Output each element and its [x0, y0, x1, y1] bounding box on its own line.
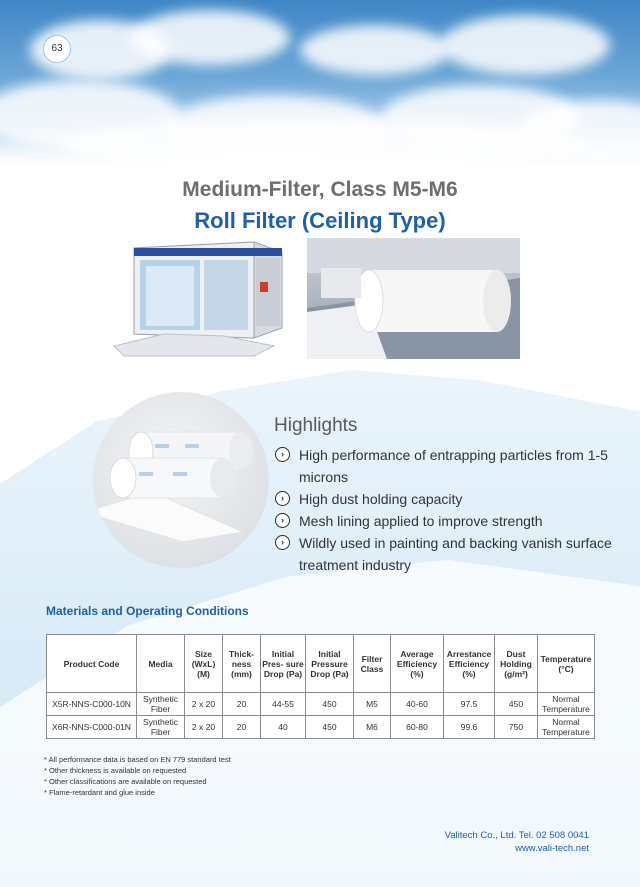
- footnotes: [44, 754, 444, 798]
- column-header: Thick- ness (mm): [223, 635, 261, 693]
- specification-table: [46, 634, 595, 739]
- table-cell: X6R-NNS-C000-01N: [47, 716, 137, 739]
- column-header: Initial Pressure Drop (Pa): [306, 635, 354, 693]
- column-header: Dust Holding (g/m²): [495, 635, 538, 693]
- company-info: [445, 829, 589, 855]
- table-cell: 20: [223, 716, 261, 739]
- column-header: Initial Pres- sure Drop (Pa): [261, 635, 306, 693]
- table-cell: 2 x 20: [185, 693, 223, 716]
- table-row: [47, 716, 595, 739]
- table-cell: 450: [306, 693, 354, 716]
- table-cell: 40: [261, 716, 306, 739]
- highlights-list: [274, 444, 614, 576]
- table-header-row: [47, 635, 595, 693]
- table-cell: 20: [223, 693, 261, 716]
- table-cell: M6: [354, 716, 391, 739]
- table-cell: 44-55: [261, 693, 306, 716]
- footnote: * Other thickness is available on requested: [44, 766, 187, 775]
- table-cell: 60-80: [391, 716, 444, 739]
- chevron-right-icon: ›: [275, 447, 290, 462]
- table-cell: 450: [306, 716, 354, 739]
- chevron-right-icon: ›: [275, 513, 290, 528]
- column-header: Product Code: [47, 635, 137, 693]
- roll-filter-illustration: [93, 392, 269, 568]
- column-header: Size (WxL) (M): [185, 635, 223, 693]
- paint-booth-image: [104, 238, 290, 358]
- footnote: * Flame-retardant and glue inside: [44, 788, 155, 797]
- table-row: [47, 693, 595, 716]
- highlight-item: › High performance of entrapping particles from 1-5 microns: [274, 444, 614, 488]
- table-cell: 2 x 20: [185, 716, 223, 739]
- highlight-item: › Wildly used in painting and backing vanish surface treatment industry: [274, 532, 614, 576]
- table-cell: Synthetic Fiber: [137, 716, 185, 739]
- section-title: Materials and Operating Conditions: [46, 604, 249, 618]
- footnote: * All performance data is based on EN 779 standard test: [44, 755, 231, 764]
- table-cell: 750: [495, 716, 538, 739]
- footnote: * Other classifications are available on requested: [44, 777, 207, 786]
- page-number: 63: [43, 35, 71, 63]
- sky-banner: [0, 0, 640, 165]
- table-cell: X5R-NNS-C000-10N: [47, 693, 137, 716]
- highlight-item: › High dust holding capacity: [274, 488, 614, 510]
- table-cell: 40-60: [391, 693, 444, 716]
- company-website[interactable]: www.vali-tech.net: [515, 843, 589, 854]
- chevron-right-icon: ›: [275, 535, 290, 550]
- page-title: Medium-Filter, Class M5-M6: [182, 178, 458, 201]
- column-header: Average Efficiency (%): [391, 635, 444, 693]
- column-header: Temperature (°C): [538, 635, 595, 693]
- column-header: Media: [137, 635, 185, 693]
- page-subtitle: Roll Filter (Ceiling Type): [194, 208, 446, 233]
- chevron-right-icon: ›: [275, 491, 290, 506]
- table-cell: 97.5: [444, 693, 495, 716]
- roll-filter-photo: [307, 238, 520, 359]
- highlight-item: › Mesh lining applied to improve strength: [274, 510, 614, 532]
- table-cell: Normal Temperature: [538, 716, 595, 739]
- column-header: Filter Class: [354, 635, 391, 693]
- table-cell: 99.6: [444, 716, 495, 739]
- column-header: Arrestance Efficiency (%): [444, 635, 495, 693]
- table-cell: Synthetic Fiber: [137, 693, 185, 716]
- table-cell: M5: [354, 693, 391, 716]
- highlights-title: Highlights: [274, 415, 358, 436]
- table-cell: Normal Temperature: [538, 693, 595, 716]
- company-contact: Valitech Co., Ltd. Tel. 02 508 0041: [444, 830, 589, 841]
- table-cell: 450: [495, 693, 538, 716]
